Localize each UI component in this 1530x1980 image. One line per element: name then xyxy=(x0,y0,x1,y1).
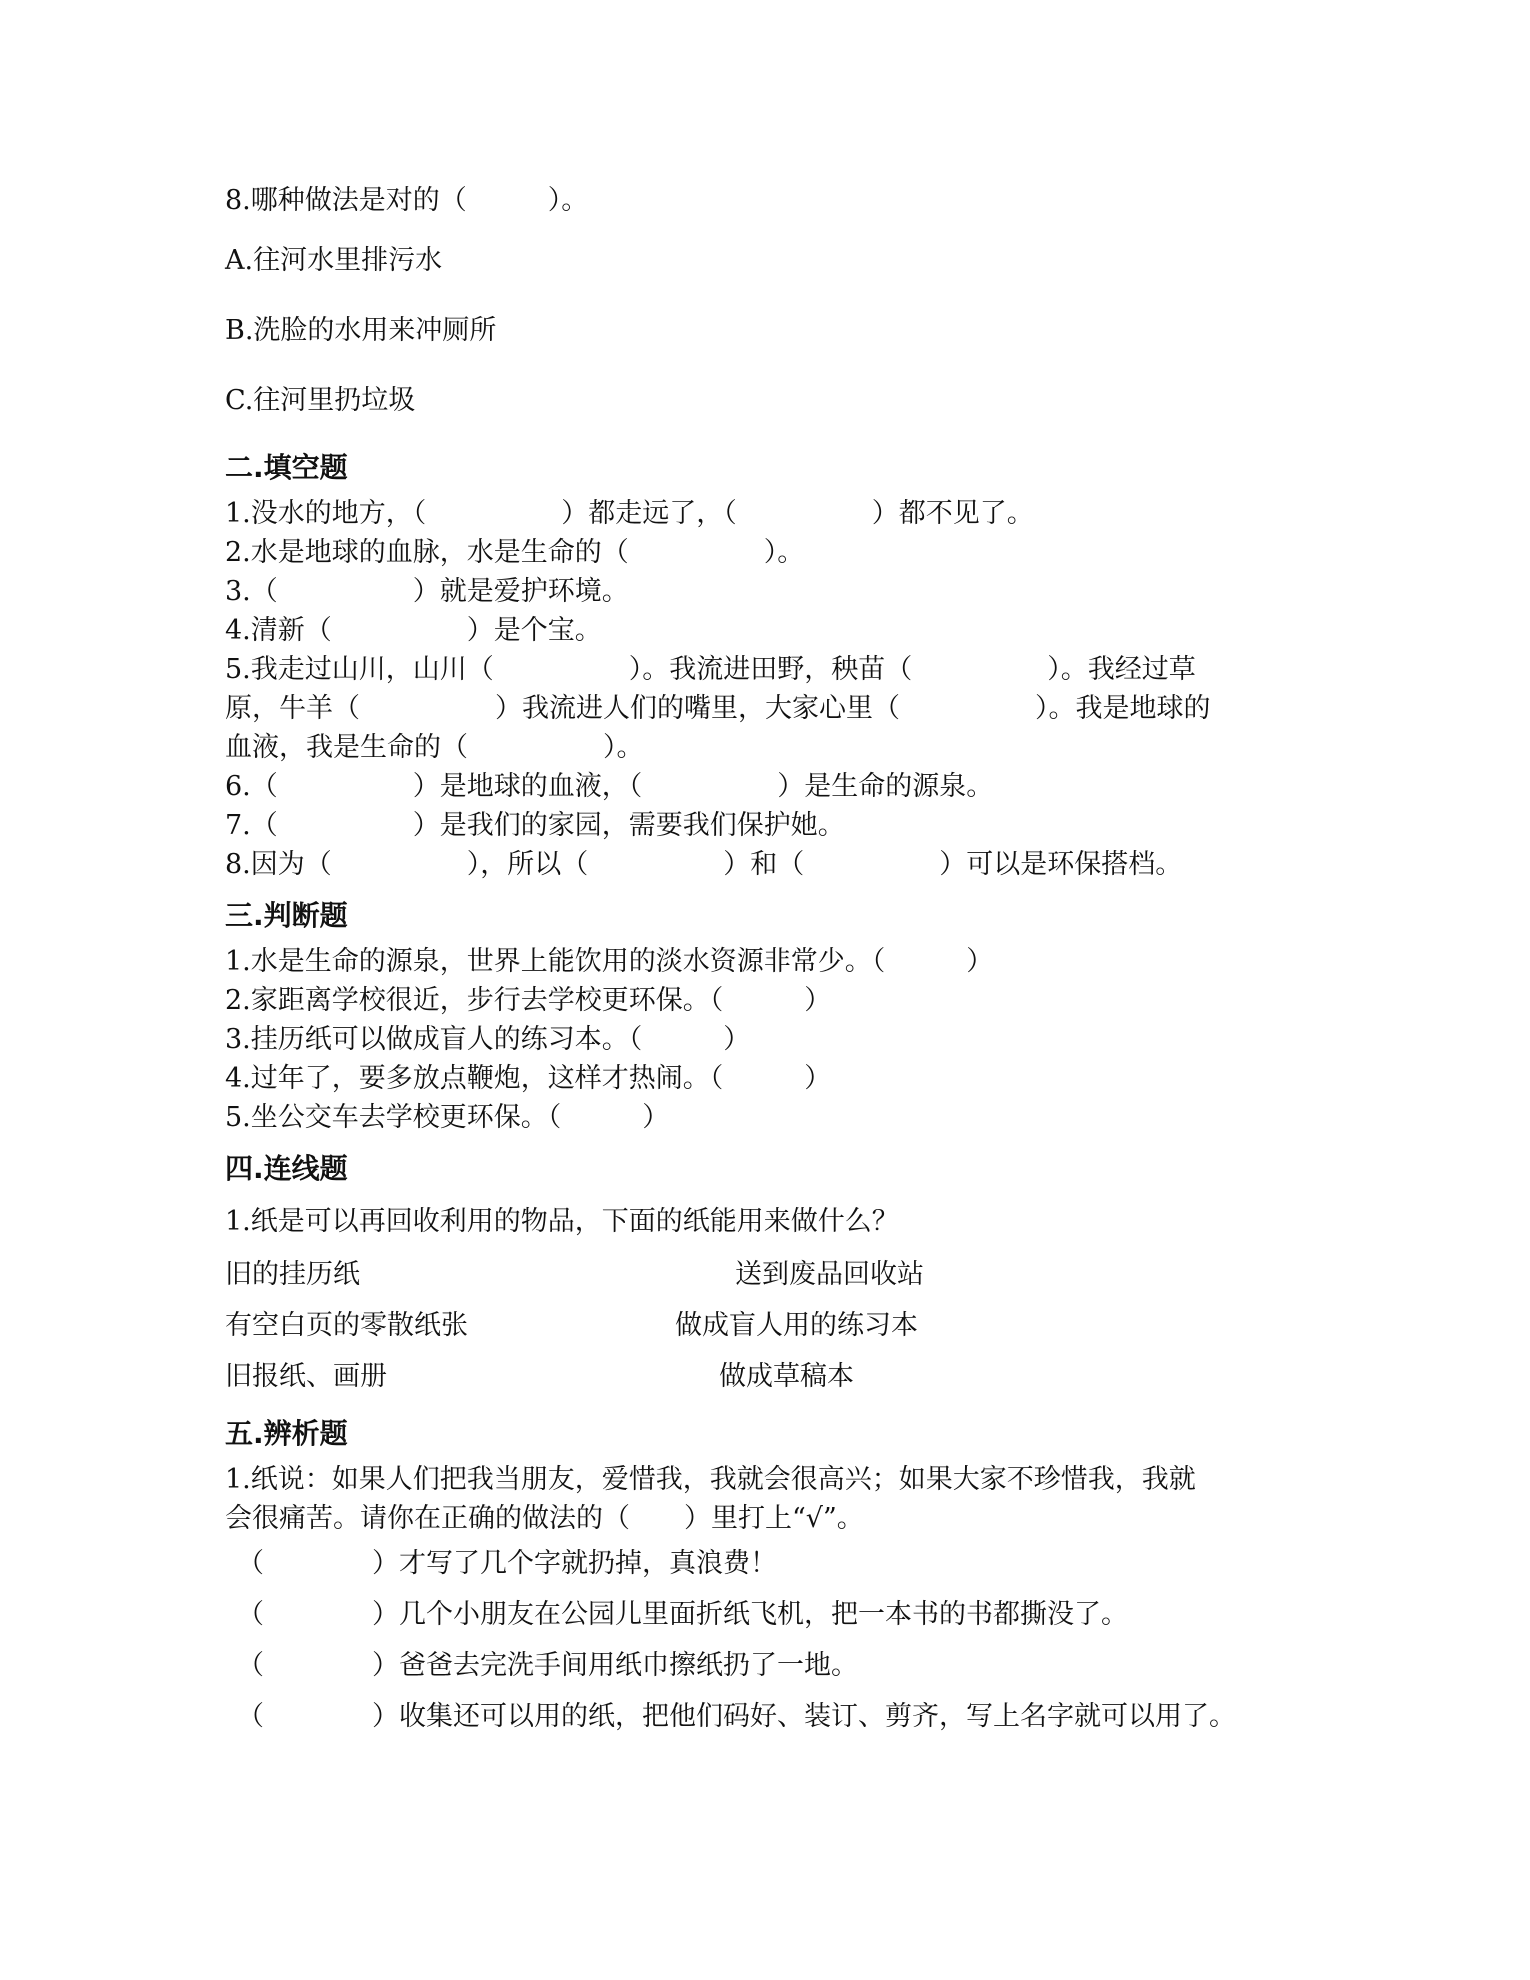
choice-question: 8.哪种做法是对的（ ）。 xyxy=(225,185,589,216)
fill-line: 5.我走过山川，山川（ ）。我流进田野，秧苗（ ）。我经过草 xyxy=(225,654,1196,685)
match-row xyxy=(225,1351,1305,1402)
judge-section-title: 三.判断题 xyxy=(225,899,348,932)
judge-line: 2.家距离学校很近，步行去学校更环保。（ ） xyxy=(225,985,832,1016)
analysis-check-item: （ ）收集还可以用的纸，把他们码好、装订、剪齐，写上名字就可以用了。 xyxy=(237,1701,1236,1732)
fill-line: 3.（ ）就是爱护环境。 xyxy=(225,576,629,607)
analysis-check-item: （ ）爸爸去完洗手间用纸巾擦纸扔了一地。 xyxy=(237,1650,858,1681)
match-right-item: 做成草稿本 xyxy=(719,1361,854,1392)
fill-section-title: 二.填空题 xyxy=(225,451,348,484)
match-row xyxy=(225,1249,1305,1300)
choice-option-b: B.洗脸的水用来冲厕所 xyxy=(225,315,497,346)
analysis-check-item: （ ）几个小朋友在公园儿里面折纸飞机，把一本书的书都撕没了。 xyxy=(237,1599,1128,1630)
fill-line: 1.没水的地方，（ ）都走远了，（ ）都不见了。 xyxy=(225,498,1034,529)
match-row xyxy=(225,1300,1305,1351)
fill-line: 原，牛羊（ ）我流进人们的嘴里，大家心里（ ）。我是地球的 xyxy=(225,693,1211,724)
match-right-item: 送到废品回收站 xyxy=(735,1259,924,1290)
fill-line: 7.（ ）是我们的家园，需要我们保护她。 xyxy=(225,810,845,841)
analysis-section-title: 五.辨析题 xyxy=(225,1417,348,1450)
match-left-item: 有空白页的零散纸张 xyxy=(225,1310,468,1341)
analysis-intro-line: 会很痛苦。请你在正确的做法的（ ）里打上“√”。 xyxy=(225,1503,864,1534)
match-left-item: 旧报纸、画册 xyxy=(225,1361,387,1392)
analysis-intro-line: 1.纸说：如果人们把我当朋友，爱惜我，我就会很高兴；如果大家不珍惜我，我就 xyxy=(225,1464,1196,1495)
match-left-item: 旧的挂历纸 xyxy=(225,1259,360,1290)
judge-line: 1.水是生命的源泉，世界上能饮用的淡水资源非常少。（ ） xyxy=(225,946,994,977)
fill-line: 2.水是地球的血脉，水是生命的（ ）。 xyxy=(225,537,805,568)
fill-line: 血液，我是生命的（ ）。 xyxy=(225,732,644,763)
judge-line: 5.坐公交车去学校更环保。（ ） xyxy=(225,1102,670,1133)
match-right-item: 做成盲人用的练习本 xyxy=(675,1310,918,1341)
match-intro: 1.纸是可以再回收利用的物品，下面的纸能用来做什么？ xyxy=(225,1206,899,1237)
judge-line: 3.挂历纸可以做成盲人的练习本。（ ） xyxy=(225,1024,751,1055)
fill-line: 8.因为（ ），所以（ ）和（ ）可以是环保搭档。 xyxy=(225,849,1183,880)
choice-option-a: A.往河水里排污水 xyxy=(225,245,443,276)
worksheet-page xyxy=(225,176,1305,1742)
analysis-check-item: （ ）才写了几个字就扔掉，真浪费！ xyxy=(237,1548,777,1579)
match-section-title: 四.连线题 xyxy=(225,1152,348,1185)
fill-line: 6.（ ）是地球的血液，（ ）是生命的源泉。 xyxy=(225,771,994,802)
fill-line: 4.清新（ ）是个宝。 xyxy=(225,615,602,646)
judge-line: 4.过年了，要多放点鞭炮，这样才热闹。（ ） xyxy=(225,1063,832,1094)
choice-option-c: C.往河里扔垃圾 xyxy=(225,385,416,416)
